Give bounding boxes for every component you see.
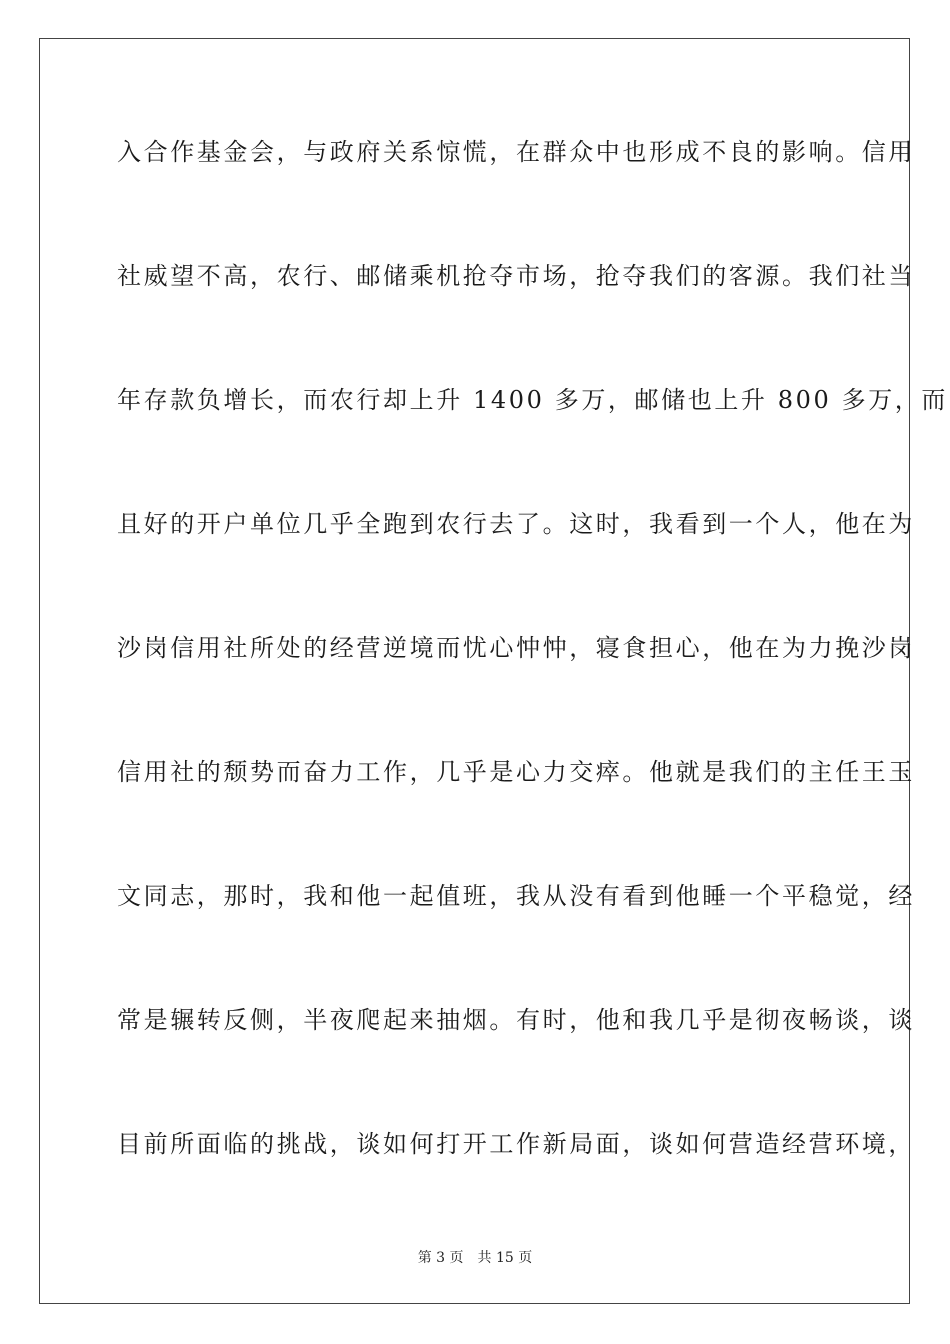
- total-pages-label: 共 15 页: [477, 1250, 533, 1266]
- text-line-3: 年存款负增长，而农行却上升 1400 多万，邮储也上升 800 多万，而: [117, 386, 949, 414]
- text-line-2: 社威望不高，农行、邮储乘机抢夺市场，抢夺我们的客源。我们社当: [117, 262, 915, 290]
- text-line-1: 入合作基金会，与政府关系惊慌，在群众中也形成不良的影响。信用: [117, 138, 915, 166]
- text-line-9: 目前所面临的挑战，谈如何打开工作新局面，谈如何营造经营环境，: [117, 1130, 915, 1158]
- document-body: [117, 120, 949, 1236]
- text-line-4: 且好的开户单位几乎全跑到农行去了。这时，我看到一个人，他在为: [117, 510, 915, 538]
- text-line-6: 信用社的颓势而奋力工作，几乎是心力交瘁。他就是我们的主任王玉: [117, 758, 915, 786]
- current-page-label: 第 3 页: [417, 1250, 464, 1266]
- text-line-5: 沙岗信用社所处的经营逆境而忧心忡忡，寝食担心，他在为力挽沙岗: [117, 634, 915, 662]
- page-footer: [0, 1247, 950, 1267]
- text-line-8: 常是辗转反侧，半夜爬起来抽烟。有时，他和我几乎是彻夜畅谈，谈: [117, 1006, 915, 1034]
- text-line-7: 文同志，那时，我和他一起值班，我从没有看到他睡一个平稳觉，经: [117, 882, 915, 910]
